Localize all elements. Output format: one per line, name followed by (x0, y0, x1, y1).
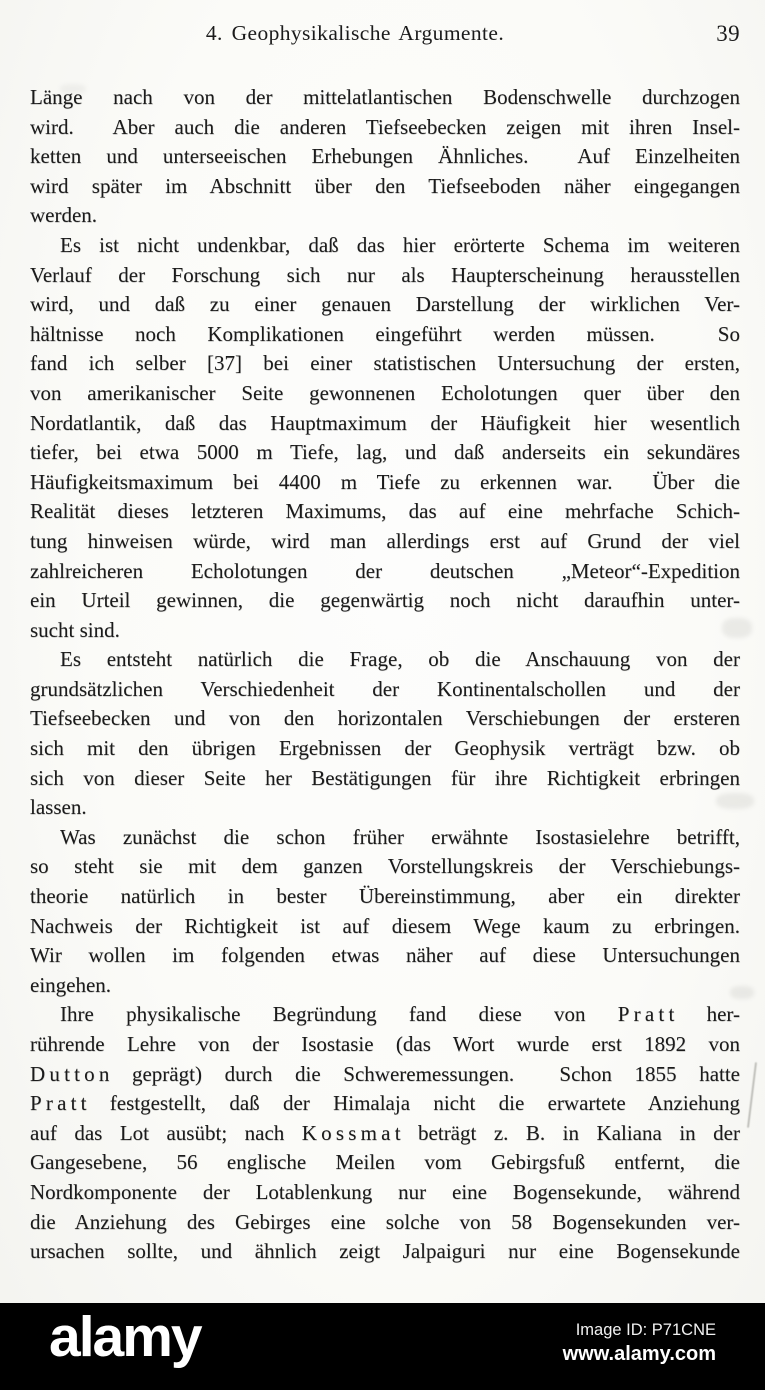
chapter-heading: 4. Geophysikalische Argumente. (205, 21, 505, 45)
text-line: hältnisse noch Komplikationen eingeführt werden müssen. So (30, 321, 740, 346)
paragraph (30, 645, 740, 823)
text-line: rührende Lehre von der Isostasie (das Wort wurde erst 1892 von (30, 1032, 740, 1056)
text-line: Wir wollen im folgenden etwas näher auf diese Untersuchungen (30, 943, 740, 968)
text-line: wird, und daß zu einer genauen Darstellung der wirklichen Ver- (30, 292, 740, 317)
text-line: fand ich selber [37] bei einer statistischen Untersuchung der ersten, (30, 351, 740, 376)
page-number: 39 (716, 21, 740, 46)
text-line: grundsätzlichen Verschiedenheit der Kontinentalschollen und der (30, 676, 740, 701)
text-line: Ihre physikalische Begründung fand diese von P r a t t her- (60, 1002, 740, 1027)
bleed-through-smudge (716, 793, 754, 809)
text-line: Tiefseebecken und von den horizontalen Verschiebungen der ersteren (30, 706, 740, 731)
text-line: eingehen. (30, 972, 112, 997)
paragraph (30, 823, 740, 1001)
text-line: Gangesebene, 56 englische Meilen vom Gebirgsfuß entfernt, die (30, 1150, 740, 1175)
text-line: ketten und unterseeischen Erhebungen Ähnliches. Auf Einzelheiten (30, 144, 740, 169)
text-line: tiefer, bei etwa 5000 m Tiefe, lag, und daß anderseits ein sekundäres (30, 440, 740, 465)
page-header (30, 21, 740, 51)
text-line: Nordkomponente der Lotablenkung nur eine Bogensekunde, während (30, 1179, 740, 1204)
scan-scratch-line (747, 1062, 757, 1128)
text-line: Es ist nicht undenkbar, daß das hier erörterte Schema im weiteren (60, 232, 740, 257)
alamy-watermark-bar (0, 1303, 765, 1390)
text-line: Es entsteht natürlich die Frage, ob die Anschauung von der (60, 647, 740, 672)
alamy-logo: alamy (49, 1305, 201, 1369)
text-line: sucht sind. (30, 617, 120, 642)
text-line: tung hinweisen würde, wird man allerdings erst auf Grund der viel (30, 528, 740, 553)
text-line: lassen. (30, 795, 87, 820)
image-id-text: Image ID: P71CNE (575, 1321, 716, 1339)
text-line: Nordatlantik, daß das Hauptmaximum der Häufigkeit hier wesentlich (30, 410, 740, 435)
text-line: wird später im Abschnitt über den Tiefseeboden näher eingegangen (30, 173, 740, 198)
text-line: die Anziehung des Gebirges eine solche von 58 Bogensekunden ver- (30, 1209, 740, 1234)
text-line: theorie natürlich in bester Übereinstimmung, aber ein direkter (30, 884, 740, 909)
text-line: Nachweis der Richtigkeit ist auf diesem Wege kaum zu erbringen. (30, 913, 740, 938)
bleed-through-smudge (60, 84, 86, 94)
text-line: ursachen sollte, und ähnlich zeigt Jalpaiguri nur eine Bogensekunde (30, 1239, 740, 1264)
text-line: Häufigkeitsmaximum bei 4400 m Tiefe zu erkennen war. Über die (30, 469, 740, 494)
text-line: wird. Aber auch die anderen Tiefseebecken zeigen mit ihren Insel- (30, 114, 740, 139)
text-line: von amerikanischer Seite gewonnenen Echolotungen quer über den (30, 380, 740, 405)
text-line: Was zunächst die schon früher erwähnte Isostasielehre betrifft, (60, 824, 740, 849)
text-line: so steht sie mit dem ganzen Vorstellungskreis der Verschiebungs- (30, 854, 740, 879)
text-line: ein Urteil gewinnen, die gegenwärtig noch nicht daraufhin unter- (30, 588, 740, 613)
alamy-website-text: www.alamy.com (562, 1343, 716, 1365)
paragraph (30, 83, 740, 231)
text-line: sich mit den übrigen Ergebnissen der Geophysik verträgt bzw. ob (30, 736, 740, 761)
text-line: Verlauf der Forschung sich nur als Haupterscheinung herausstellen (30, 262, 740, 287)
text-line: P r a t t festgestellt, daß der Himalaja nicht die erwartete Anziehung (30, 1091, 740, 1116)
paragraph (30, 231, 740, 645)
text-line: auf das Lot ausübt; nach K o s s m a t beträgt z. B. in Kaliana in der (30, 1120, 740, 1145)
text-line: D u t t o n geprägt) durch die Schweremessungen. Schon 1855 hatte (30, 1061, 740, 1086)
page-body (30, 83, 740, 1267)
text-line: Länge nach von der mittelatlantischen Bodenschwelle durchzogen (30, 85, 740, 109)
bleed-through-smudge (722, 618, 752, 638)
text-line: zahlreicheren Echolotungen der deutschen „Meteor“-Expedition (30, 558, 740, 583)
text-line: sich von dieser Seite her Bestätigungen für ihre Richtigkeit erbringen (30, 765, 740, 790)
watermark-info (563, 1319, 716, 1367)
bleed-through-smudge (730, 986, 754, 999)
paragraph (30, 1000, 740, 1266)
text-line: werden. (30, 203, 98, 228)
text-line: Realität dieses letzteren Maximums, das auf eine mehrfache Schich- (30, 499, 740, 524)
